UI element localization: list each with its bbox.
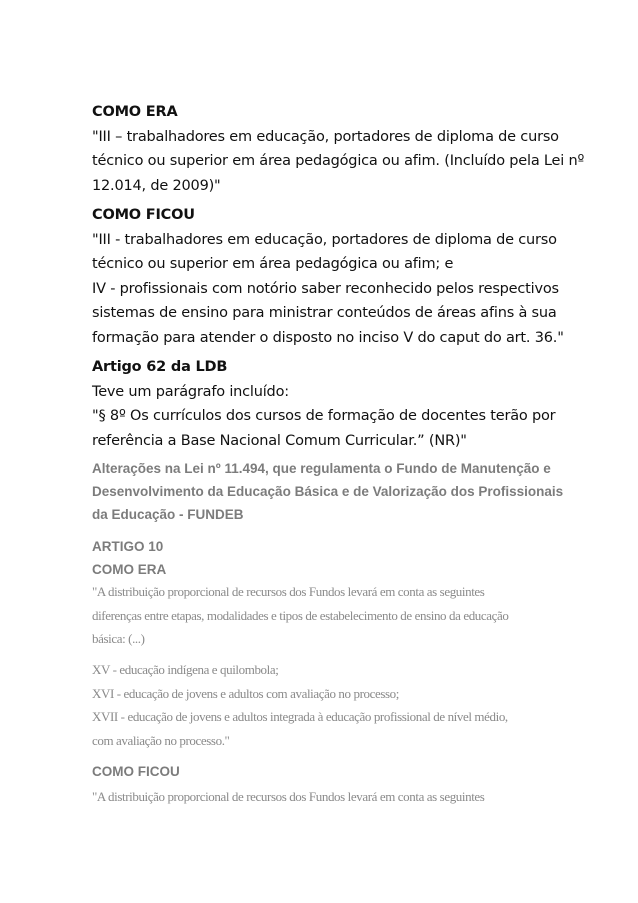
- section-como-era: [92, 100, 592, 198]
- paragraph-line: com avaliação no processo.": [92, 732, 230, 748]
- paragraph-line: XVII - educação de jovens e adultos integrada à educação profissional de nível médio,: [92, 709, 508, 724]
- section-artigo-62: [92, 355, 592, 453]
- paragraph-line: sistemas de ensino para ministrar conteúdos de áreas afins à sua: [92, 305, 557, 321]
- paragraph-line: básica: (...): [92, 631, 145, 646]
- section-como-ficou-2-text: [92, 785, 592, 809]
- section-heading: COMO FICOU: [92, 764, 180, 779]
- section-incisos: [92, 658, 592, 752]
- section-artigo-10-headings: [92, 535, 592, 581]
- paragraph-line: diferenças entre etapas, modalidades e tipos de estabelecimento de ensino da educação: [92, 607, 509, 623]
- section-heading: COMO ERA: [92, 104, 178, 120]
- paragraph-line: "III - trabalhadores em educação, portadores de diploma de curso: [92, 231, 557, 248]
- paragraph-line: formação para atender o disposto no inciso V do caput do art. 36.": [92, 329, 564, 346]
- paragraph-line: técnico ou superior em área pedagógica ou afim. (Incluído pela Lei nº: [92, 153, 585, 169]
- heading-line: da Educação - FUNDEB: [92, 507, 244, 522]
- paragraph-line: XVI - educação de jovens e adultos com avaliação no processo;: [92, 685, 399, 701]
- paragraph-line: "§ 8º Os currículos dos cursos de formação de docentes terão por: [92, 408, 556, 424]
- section-heading: Artigo 62 da LDB: [92, 359, 228, 375]
- section-heading: COMO ERA: [92, 562, 167, 577]
- paragraph-line: XV - educação indígena e quilombola;: [92, 662, 279, 677]
- paragraph-line: 12.014, de 2009)": [92, 177, 221, 194]
- section-heading: ARTIGO 10: [92, 539, 164, 554]
- paragraph-line: "A distribuição proporcional de recursos dos Fundos levará em conta as seguintes: [92, 789, 485, 804]
- paragraph-line: IV - profissionais com notório saber reconhecido pelos respectivos: [92, 280, 559, 297]
- heading-line: Alterações na Lei nº 11.494, que regulamenta o Fundo de Manutenção e: [92, 461, 551, 476]
- section-artigo-10-text: [92, 580, 592, 651]
- paragraph-line: "III – trabalhadores em educação, portadores de diploma de curso: [92, 128, 559, 145]
- paragraph-line: Teve um parágrafo incluído:: [92, 383, 289, 400]
- paragraph-line: referência a Base Nacional Comum Curricular.” (NR)": [92, 432, 467, 449]
- section-heading: COMO FICOU: [92, 207, 195, 223]
- paragraph-line: "A distribuição proporcional de recursos dos Fundos levará em conta as seguintes: [92, 584, 485, 599]
- section-como-ficou: [92, 203, 592, 350]
- section-fundeb-title: [92, 457, 592, 526]
- paragraph-line: técnico ou superior em área pedagógica ou afim; e: [92, 256, 454, 272]
- heading-line: Desenvolvimento da Educação Básica e de Valorização dos Profissionais: [92, 484, 564, 499]
- section-como-ficou-2-heading: [92, 760, 592, 783]
